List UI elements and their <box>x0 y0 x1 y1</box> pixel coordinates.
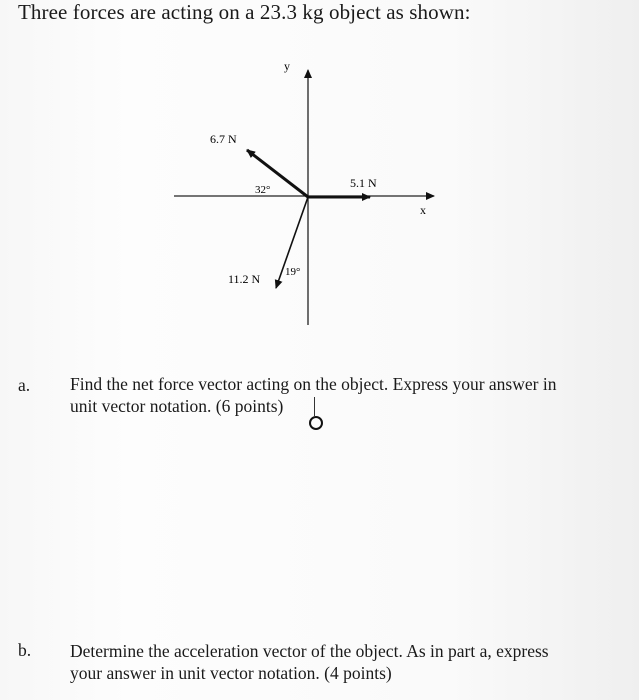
y-axis-label: y <box>284 59 290 73</box>
question-b-line-2: your answer in unit vector notation. (4 points) <box>70 663 392 683</box>
x-axis-label: x <box>420 203 426 217</box>
mouse-cursor-icon <box>309 416 323 430</box>
question-a-line-2: unit vector notation. (6 points) <box>70 396 284 416</box>
problem-statement: Three forces are acting on a 23.3 kg object as shown: <box>18 0 471 24</box>
text-cursor-stem <box>314 397 315 416</box>
question-b-label: b. <box>18 640 32 660</box>
force-1-label: 6.7 N <box>210 132 237 146</box>
question-b-line-1: Determine the acceleration vector of the object. As in part a, express <box>70 641 549 661</box>
force-3-angle: 19° <box>285 266 301 278</box>
force-2-label: 5.1 N <box>350 176 377 190</box>
question-a-label: a. <box>18 375 31 395</box>
force-3-label: 11.2 N <box>228 272 261 286</box>
force-1-angle: 32° <box>255 184 271 196</box>
question-a-line-1: Find the net force vector acting on the object. Express your answer in <box>70 374 557 394</box>
